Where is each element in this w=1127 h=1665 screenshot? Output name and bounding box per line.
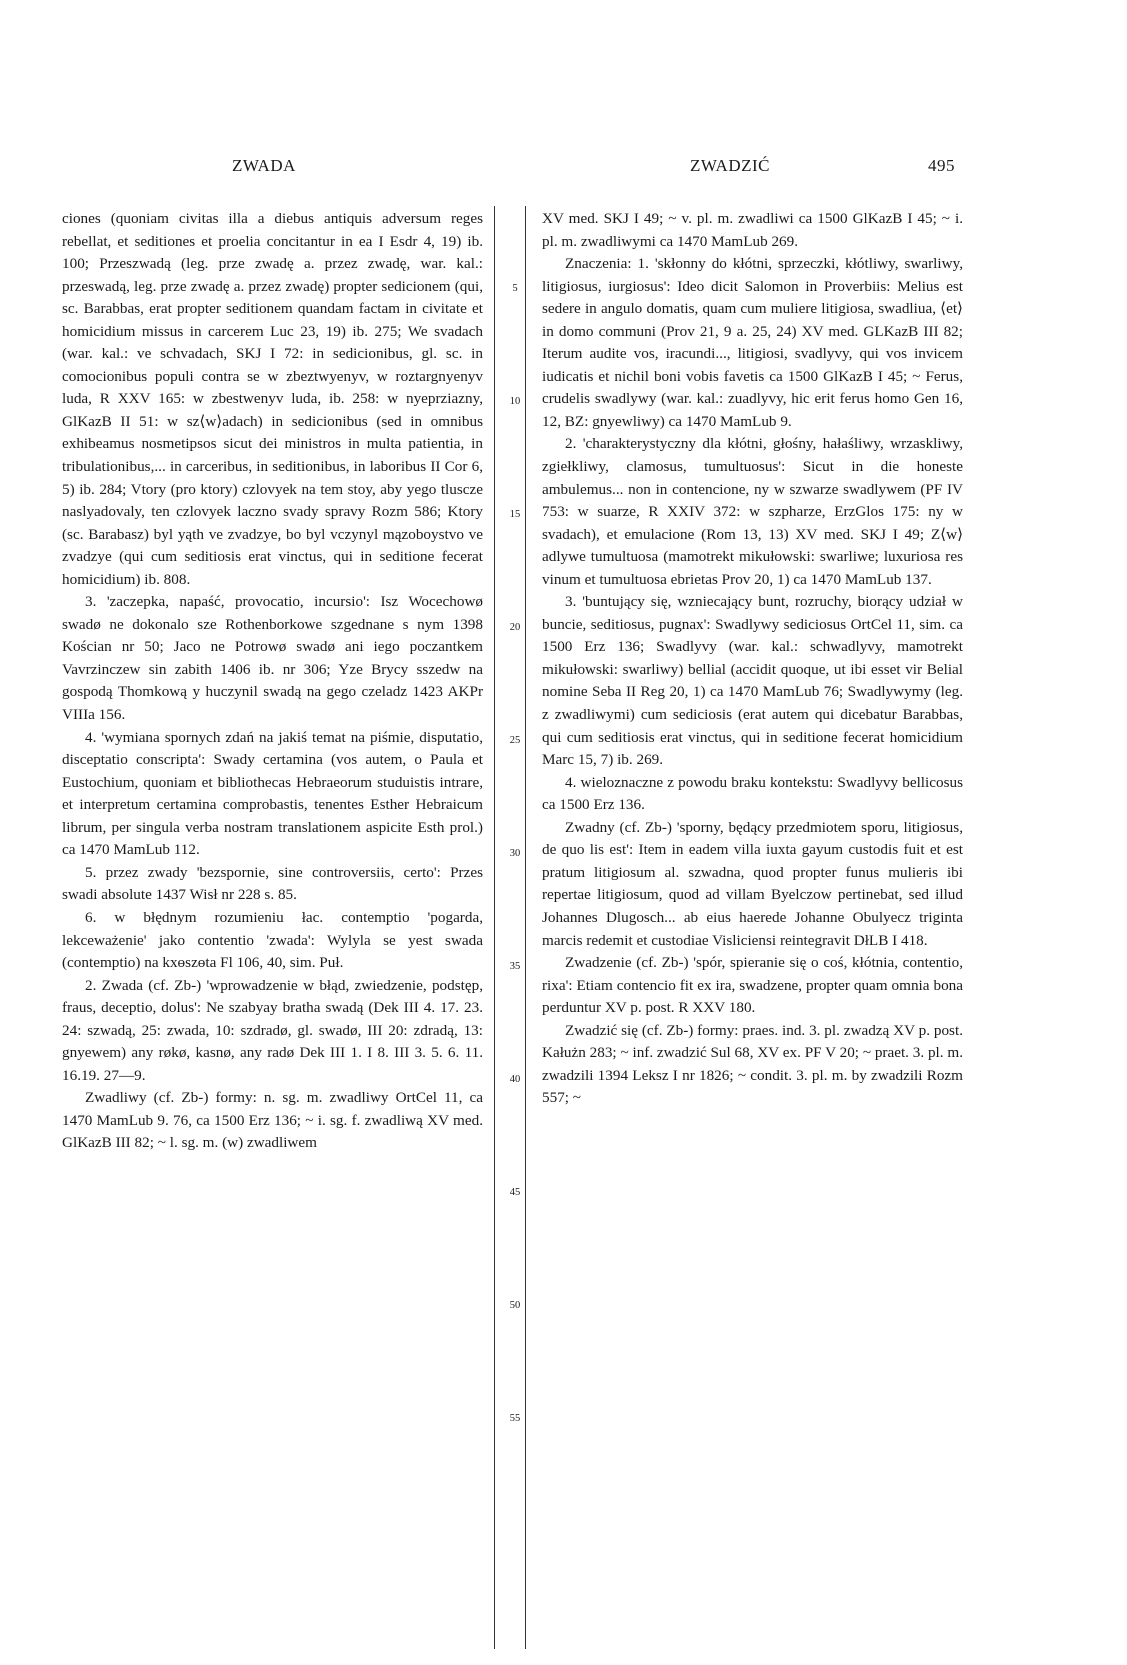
line-number: 50 xyxy=(509,1300,521,1311)
paragraph: Zwadliwy (cf. Zb-) formy: n. sg. m. zwadliwy OrtCel 11, ca 1470 MamLub 9. 76, ca 1500 Erz 136; ~ i. sg. f. zwadliwą XV med. GlKazB III 82; ~ l. sg. m. (w) zwadliwem xyxy=(62,1089,483,1152)
paragraph: 2. Zwada (cf. Zb-) 'wprowadzenie w błąd, zwiedzenie, podstęp, fraus, deceptio, dolus': Ne szabyay bratha swadą (Dek III 4. 17. 23. 24: szwadą, 25: zwada, 10: szdradø, gl. swadø, III 20: zdradą, 13: gnyewem) any røkø, kasnø, any radø Dek III 1. I 8. III 3. 5. 6. 11. 16.19. 27—9. xyxy=(62,976,483,1084)
line-number: 55 xyxy=(509,1413,521,1424)
paragraph: Znaczenia: 1. 'skłonny do kłótni, sprzeczki, kłótliwy, swarliwy, litigiosus, iurgiosus': Ideo dicit Salomon in Proverbiis: Melius est sedere in angulo domatis, quam cum muliere litigiosa, swadliua, ⟨et⟩ in domo communi (Prov 21, 9 a. 25, 24) XV med. GLKazB III 82; Iterum audite vos, iracundi..., litigiosi, svadlyvy, qui vos invicem iudicatis et nichil boni vobis favetis ca 1500 GlKazB I 45; ~ Ferus, crudelis swadlywy (war. kal.: zuadlyvy, hic erit ferus homo Gen 16, 12, BZ: gnyewliwy) ca 1470 MamLub 9. xyxy=(542,255,963,430)
paragraph: 6. w błędnym rozumieniu łac. contemptio 'pogarda, lekceważenie' jako contentio 'zwada': Wylyla se yest swada (contemptio) na kxөszөta Fl 106, 40, sim. Puł. xyxy=(62,908,483,972)
paragraph: 4. wieloznaczne z powodu braku kontekstu: Swadlyvy bellicosus ca 1500 Erz 136. xyxy=(542,773,963,814)
line-number: 10 xyxy=(509,396,521,407)
paragraph: ciones (quoniam civitas illa a diebus antiquis adversum reges rebellat, et seditiones et proelia concitantur in ea I Esdr 4, 19) ib. 100; Przeszwadą (leg. prze zwadę a. przez zwadę, war. kal.: przeswadą, leg. prze zwadę a. przez zwadę) propter sedicionem (qui, sc. Barabbas, erat propter seditionem quandam factam in civitate et homicidium missus in carcerem Luc 23, 19) ib. 275; We svadach (war. kal.: ve schvadach, SKJ I 72: in sedicionibus, gl. sc. in comocionibus populi contra se w zbeztwyenyv, w roztargnyenyv luda, R XXV 165: w zbestwenyv luda, ib. 258: w nyeprziazny, GlKazB II 51: w sz⟨w⟩adach) in sedicionibus (sed in omnibus exhibeamus nosmetipsos sicut dei ministros in multa patientia, in tribulationibus,... in carceribus, in seditionibus, in laboribus II Cor 6, 5) ib. 284; Vtory (pro ktory) czlovyek na tem stoy, aby yego tluscze naslyadovaly, ten czlovyek laczno svady spravy Rozm 586; Ktory (sc. Barabasz) byl yąth ve zvadzye, bo byl vczynyl mązoboystvo ve zvadzye (qui cum seditiosis erat vinctus, qui in seditione fecerat homicidium) ib. 808. xyxy=(62,210,483,588)
line-number: 35 xyxy=(509,961,521,972)
paragraph: 3. 'buntujący się, wzniecający bunt, rozruchy, biorący udział w buncie, seditiosus, pugnax': Swadlywy sediciosus OrtCel 11, sim. ca 1500 Erz 136; Swadlyvy (war. kal.: schwadlyvy, mamotrekt mikułowski: swarliwy) bellial (accidit quoque, ut ibi esset vir Belial nomine Seba II Reg 20, 1) ca 1470 MamLub 76; Swadlywymy (leg. z zwadliwymi) cum sediciosis (erat autem qui dicebatur Barabbas, qui cum seditiosis erat vinctus, qui in seditione fecerat homicidium Marc 15, 7) ib. 269. xyxy=(542,593,963,769)
running-head-left: ZWADA xyxy=(232,156,296,175)
paragraph: Zwadzenie (cf. Zb-) 'spór, spieranie się o coś, kłótnia, contentio, rixa': Etiam contencio fit ex ira, swadzene, propter quam omnia bona perduntur XV p. post. R XXV 180. xyxy=(542,954,963,1017)
paragraph: Zwadny (cf. Zb-) 'sporny, będący przedmiotem sporu, litigiosus, de quo lis est': Item in eadem villa iuxta gayum custodis fuit et est pratum litigiosum al. szwadna, quod propter funus mulieris ibi repertae litigiosum, quod ad villam Byelczow pertinebat, sed illud Johannes Dlugosch... ab eius haerede Johanne Obulyecz triginta marcis redemit et custodiae Visliciensi reintegravit DłLB I 418. xyxy=(542,818,963,949)
paragraph: 2. 'charakterystyczny dla kłótni, głośny, hałaśliwy, wrzaskliwy, zgiełkliwy, clamosus, tumultuosus': Sicut in die honeste ambulemus... non in contencione, ny w szwarze swadlywem (PF IV 753: w suarze, R XXIV 372: w szpharze, ErzGlos 175: ny w svadach), et emulacione (Rom 13, 13) XV med. SKJ I 49; Z⟨w⟩adlywe tumultuosa (mamotrekt mikułowski: swarliwe; luxuriosa res vinum et tumultuosa ebrietas Prov 20, 1) ca 1470 MamLub 137. xyxy=(542,435,963,588)
right-column xyxy=(542,208,963,1110)
paragraph: XV med. SKJ I 49; ~ v. pl. m. zwadliwi ca 1500 GlKazB I 45; ~ i. pl. m. zwadliwymi ca 1470 MamLub 269. xyxy=(542,210,963,250)
column-divider xyxy=(525,206,526,1649)
column-divider xyxy=(494,206,495,1649)
line-number: 45 xyxy=(509,1187,521,1198)
paragraph: Zwadzić się (cf. Zb-) formy: praes. ind. 3. pl. zwadzą XV p. post. Kałużn 283; ~ inf. zwadzić Sul 68, XV ex. PF V 20; ~ praet. 3. pl. m. zwadzili 1394 Leksz I nr 1826; ~ condit. 3. pl. m. by zwadzili Rozm 557; ~ xyxy=(542,1021,963,1107)
running-head-right: ZWADZIĆ xyxy=(690,156,770,175)
paragraph: 4. 'wymiana spornych zdań na jakiś temat na piśmie, disputatio, disceptatio conscripta': Swady certamina (vos autem, o Paula et Eustochium, quoniam et bibliothecas Hebraeorum studuistis intrare, et interpretum certamina comprobastis, tenentes Esther Hebraicum librum, per singula verba nostram translationem aspicite Esth prol.) ca 1470 MamLub 112. xyxy=(62,728,483,859)
line-number: 25 xyxy=(509,735,521,746)
line-number: 5 xyxy=(512,283,518,294)
page-number: 495 xyxy=(928,156,955,175)
paragraph: 3. 'zaczepka, napaść, provocatio, incursio': Isz Wocechowø swadø ne dokonalo sze Rothenborkowe szgednane s nym 1398 Kościan nr 50; Jaco ne Potrowø swadø ani iego poczantkem Vavrzinczew sin zabith 1406 ib. nr 306; Yze Brycy sszedw na gospodą Thomkową y huczynil swadą na gego czeladz 1423 AKPr VIIIa 156. xyxy=(62,593,483,724)
line-number: 15 xyxy=(509,509,521,520)
line-number: 20 xyxy=(509,622,521,633)
left-column xyxy=(62,208,483,1155)
paragraph: 5. przez zwady 'bezspornie, sine controversiis, certo': Przes swadi absolute 1437 Wisł nr 228 s. 85. xyxy=(62,863,483,904)
line-number: 30 xyxy=(509,848,521,859)
line-number: 40 xyxy=(509,1074,521,1085)
